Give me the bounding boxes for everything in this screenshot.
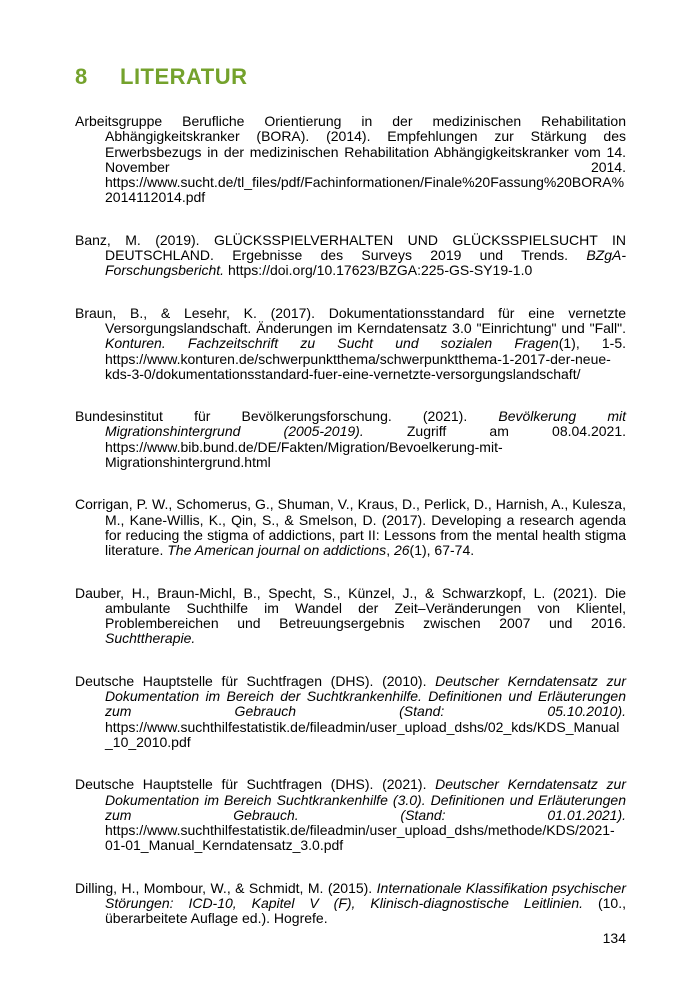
reference-segment: Deutsche Hauptstelle für Suchtfragen (DHS). (2010). bbox=[75, 672, 436, 689]
reference-entry bbox=[75, 674, 626, 750]
reference-entry bbox=[75, 114, 626, 206]
reference-segment-italic: Internationale Klassifikation psychischer Störungen: ICD-10, Kapitel V (F), Klinisch-diagnostische Leitlinien. bbox=[105, 879, 626, 911]
reference-segment: Banz, M. (2019). GLÜCKSSPIELVERHALTEN UND GLÜCKSSPIELSUCHT IN DEUTSCHLAND. Ergebnisse des Surveys 2019 und Trends. bbox=[75, 231, 626, 264]
reference-segment: Dauber, H., Braun-Michl, B., Specht, S., Künzel, J., & Schwarzkopf, L. (2021). Die ambulante Suchthilfe im Wandel der Zeit–Veränderungen von Klientel, Problembereichen und Betreuungsergebnis zwischen 2007 und 2016. bbox=[75, 584, 626, 632]
reference-segment-italic: Konturen. Fachzeitschrift zu Sucht und sozialen Fragen bbox=[105, 335, 559, 352]
reference-segment: Deutsche Hauptstelle für Suchtfragen (DHS). (2021). bbox=[75, 776, 436, 793]
reference-segment: Corrigan, P. W., Schomerus, G., Shuman, V., Kraus, D., Perlick, D., Harnish, A., Kulesza, M., Kane-Willis, K., Qin, S., & Smelson, D. (2017). Developing a research agenda for reducing the stigma of addictions, part II: Lessons from the mental health stigma literature. bbox=[75, 496, 626, 559]
reference-segment-italic: Deutscher Kerndatensatz zur Dokumentation im Bereich Suchtkrankenhilfe (3.0). Definitionen und Erläuterungen zum Gebrauch. (Stand: 01.01.2021). bbox=[105, 776, 626, 823]
reference-entry bbox=[75, 881, 626, 927]
page-number: 134 bbox=[602, 930, 626, 946]
page-content bbox=[75, 64, 626, 927]
reference-entry bbox=[75, 497, 626, 558]
reference-segment: (1), 1-5. https://www.konturen.de/schwerpunktthema/schwerpunktthema-1-2017-der-neue-kds-3-0/dokumentationsstandard-fuer-eine-vernetzte-versorgungslandschaft/ bbox=[105, 335, 627, 382]
reference-entry bbox=[75, 586, 626, 647]
reference-segment: https://www.suchthilfestatistik.de/fileadmin/user_upload_dshs/methode/KDS/2021-01-01_Manual_Kerndatensatz_3.0.pdf bbox=[105, 822, 615, 854]
reference-segment: (10., überarbeitete Auflage ed.). Hogrefe. bbox=[105, 894, 626, 927]
reference-segment: Bundesinstitut für Bevölkerungsforschung. (2021). bbox=[75, 408, 499, 425]
reference-segment-italic: 26 bbox=[393, 542, 410, 559]
reference-segment: , bbox=[386, 542, 394, 559]
reference-list bbox=[75, 114, 626, 927]
reference-segment: Zugriff am 08.04.2021. https://www.bib.bund.de/DE/Fakten/Migration/Bevoelkerung-mit-Migrationshintergrund.html bbox=[105, 423, 626, 471]
reference-segment-italic: The American journal on addictions bbox=[167, 542, 387, 559]
reference-segment: https://www.suchthilfestatistik.de/fileadmin/user_upload_dshs/02_kds/KDS_Manual_10_2010.pdf bbox=[105, 718, 620, 750]
reference-entry bbox=[75, 777, 626, 853]
section-heading-title: LITERATUR bbox=[120, 64, 248, 89]
section-heading bbox=[75, 64, 626, 90]
reference-entry bbox=[75, 306, 626, 382]
reference-segment: Dilling, H., Mombour, W., & Schmidt, M. (2015). bbox=[75, 879, 377, 896]
reference-segment-italic: Deutscher Kerndatensatz zur Dokumentation im Bereich der Suchtkrankenhilfe. Definitionen und Erläuterungen zum Gebrauch (Stand: 05.10.2010). bbox=[105, 672, 626, 720]
reference-segment: Braun, B., & Lesehr, K. (2017). Dokumentationsstandard für eine vernetzte Versorgungslandschaft. Änderungen im Kerndatensatz 3.0 "Einrichtung" und "Fall". bbox=[75, 304, 626, 336]
reference-segment-italic: Bevölkerung mit Migrationshintergrund (2005-2019). bbox=[105, 408, 626, 440]
reference-segment: Arbeitsgruppe Berufliche Orientierung in der medizinischen Rehabilitation Abhängigkeitskranker (BORA). (2014). Empfehlungen zur Stärkung des Erwerbsbezugs in der medizinischen Rehabilitation Abhängigkeitskranker vom 14. November 2014. https://www.sucht.de/tl_files/pdf/Fachinformationen/Finale%20Fassung%20BORA%2014112014.pdf bbox=[75, 113, 626, 206]
section-heading-number: 8 bbox=[75, 64, 88, 89]
reference-segment-italic: BZgA-Forschungsbericht. bbox=[105, 247, 626, 279]
reference-entry bbox=[75, 233, 626, 279]
reference-segment: https://doi.org/10.17623/BZGA:225-GS-SY19-1.0 bbox=[224, 262, 533, 279]
reference-segment: (1), 67-74. bbox=[409, 542, 475, 559]
reference-entry bbox=[75, 409, 626, 470]
reference-segment-italic: Suchttherapie. bbox=[105, 630, 196, 647]
